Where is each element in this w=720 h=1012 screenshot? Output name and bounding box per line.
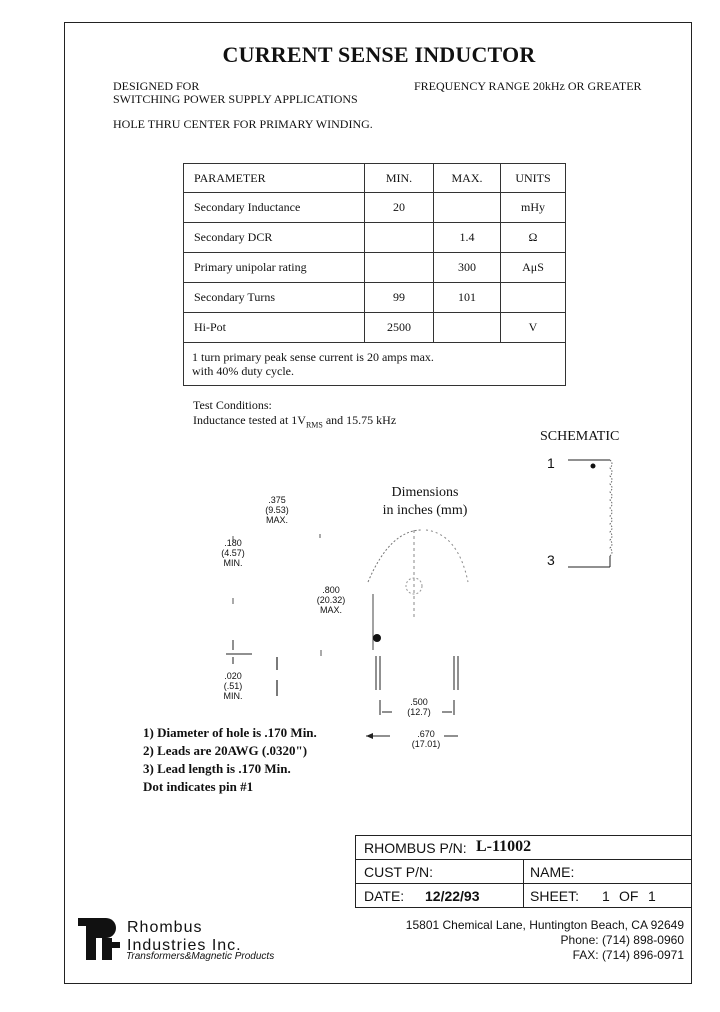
min-cell: 99 (365, 283, 434, 313)
param-cell: Secondary DCR (184, 223, 365, 253)
table-row (184, 283, 566, 313)
sheet-number: 1 (602, 888, 610, 904)
note-item: 3) Lead length is .170 Min. (143, 761, 291, 776)
page-title: CURRENT SENSE INDUCTOR (222, 42, 536, 67)
param-cell: Secondary Turns (184, 283, 365, 313)
dim-800-note: MAX. (319, 605, 342, 615)
pin1-dot (591, 464, 596, 469)
pn-label: RHOMBUS P/N: (364, 840, 467, 856)
dimensions-title-line-2: in inches (mm) (382, 503, 468, 518)
construction-notes (143, 724, 317, 796)
param-cell: Secondary Inductance (184, 193, 365, 223)
header-min: MIN. (365, 164, 434, 193)
cell-divider (523, 884, 524, 908)
dim-375-note: MAX. (265, 515, 288, 525)
min-cell (365, 253, 434, 283)
company-address-block (380, 918, 684, 963)
units-cell: V (501, 313, 566, 343)
max-cell: 101 (434, 283, 501, 313)
titleblock-cust-row (355, 859, 692, 883)
dim-arrowhead (366, 733, 373, 739)
company-address: 15801 Chemical Lane, Huntington Beach, CA 92649 (405, 918, 684, 932)
designed-line-2: SWITCHING POWER SUPPLY APPLICATIONS (113, 92, 358, 106)
pin1-dot (373, 634, 381, 642)
company-name (127, 919, 242, 955)
min-cell: 20 (365, 193, 434, 223)
dim-020-mm: (.51) (223, 681, 243, 691)
dim-180 (217, 538, 249, 568)
dim-375-value: .375 (268, 495, 286, 505)
fax-value: (714) 896-0971 (601, 948, 684, 962)
parameter-table (183, 163, 566, 386)
dim-375-mm: (9.53) (265, 505, 289, 515)
max-cell (434, 313, 501, 343)
max-cell: 300 (434, 253, 501, 283)
titleblock-pn-row (355, 835, 692, 859)
sheet-of: OF (619, 888, 639, 904)
test-rms: RMS (305, 420, 323, 430)
company-name-line-2: Industries Inc. (127, 937, 242, 954)
note-line-2: with 40% duty cycle. (192, 364, 294, 378)
dim-800-value: .800 (322, 585, 340, 595)
param-cell: Hi-Pot (184, 313, 365, 343)
table-row (184, 193, 566, 223)
table-header-row (184, 164, 566, 193)
dim-800 (314, 585, 348, 615)
header-parameter: PARAMETER (184, 164, 365, 193)
phone-value: (714) 898-0960 (601, 933, 684, 947)
table-row (184, 313, 566, 343)
company-phone (380, 933, 684, 948)
dim-180-value: .180 (224, 538, 242, 548)
dim-020-value: .020 (224, 671, 242, 681)
table-row (184, 253, 566, 283)
dim-670 (406, 729, 446, 749)
dim-500-mm: (12.7) (407, 707, 431, 717)
dim-670-mm: (17.01) (411, 739, 441, 749)
titleblock-date-row (355, 883, 692, 908)
fax-label: FAX: (572, 948, 599, 962)
company-tagline: Transformers&Magnetic Products (126, 951, 275, 962)
hole-note: HOLE THRU CENTER FOR PRIMARY WINDING. (113, 117, 373, 131)
cust-label: CUST P/N: (364, 864, 433, 880)
dim-020-note: MIN. (223, 691, 243, 701)
note-item: Dot indicates pin #1 (143, 779, 254, 794)
dim-180-mm: (4.57) (221, 548, 245, 558)
test-prefix: Inductance tested at 1V (193, 413, 306, 427)
company-fax (380, 948, 684, 963)
table-note (184, 343, 566, 386)
designed-for (113, 80, 358, 106)
dim-500-value: .500 (410, 697, 428, 707)
schematic-title: SCHEMATIC (540, 429, 620, 444)
dim-375 (262, 495, 292, 525)
rhombus-logo-icon (78, 918, 122, 962)
min-cell: 2500 (365, 313, 434, 343)
max-cell: 1.4 (434, 223, 501, 253)
phone-label: Phone: (560, 933, 599, 947)
schematic-pin-1: 1 (547, 455, 555, 471)
designed-line-1: DESIGNED FOR (113, 79, 200, 93)
sheet-label: SHEET: (530, 888, 580, 904)
table-note-row (184, 343, 566, 386)
sheet-total: 1 (648, 888, 656, 904)
dim-670-value: .670 (417, 729, 435, 739)
dimensions-title-line-1: Dimensions (391, 485, 459, 500)
table-row (184, 223, 566, 253)
pn-value: L-11002 (476, 838, 532, 855)
note-item: 1) Diameter of hole is .170 Min. (143, 725, 317, 740)
frequency-range: FREQUENCY RANGE 20kHz OR GREATER (414, 79, 642, 93)
units-cell: AμS (501, 253, 566, 283)
schematic-diagram (560, 450, 620, 575)
name-label: NAME: (530, 864, 575, 880)
units-cell: Ω (501, 223, 566, 253)
test-conditions (193, 398, 396, 432)
max-cell (434, 193, 501, 223)
min-cell (365, 223, 434, 253)
date-label: DATE: (364, 888, 405, 904)
test-suffix: and 15.75 kHz (322, 413, 397, 427)
test-label: Test Conditions: (193, 398, 272, 412)
param-cell: Primary unipolar rating (184, 253, 365, 283)
date-value: 12/22/93 (425, 888, 480, 904)
dim-180-note: MIN. (223, 558, 243, 568)
cell-divider (523, 860, 524, 884)
winding-coil (610, 460, 612, 556)
body-outline (426, 530, 468, 582)
dim-500 (402, 697, 436, 717)
company-name-line-1: Rhombus (127, 919, 203, 936)
units-cell (501, 283, 566, 313)
header-units: UNITS (501, 164, 566, 193)
note-line-1: 1 turn primary peak sense current is 20 amps max. (192, 350, 434, 364)
units-cell: mHy (501, 193, 566, 223)
dim-800-mm: (20.32) (316, 595, 346, 605)
header-max: MAX. (434, 164, 501, 193)
test-line (193, 413, 396, 432)
dim-020 (217, 671, 249, 701)
note-item: 2) Leads are 20AWG (.0320") (143, 743, 308, 758)
schematic-pin-3: 3 (547, 552, 555, 568)
